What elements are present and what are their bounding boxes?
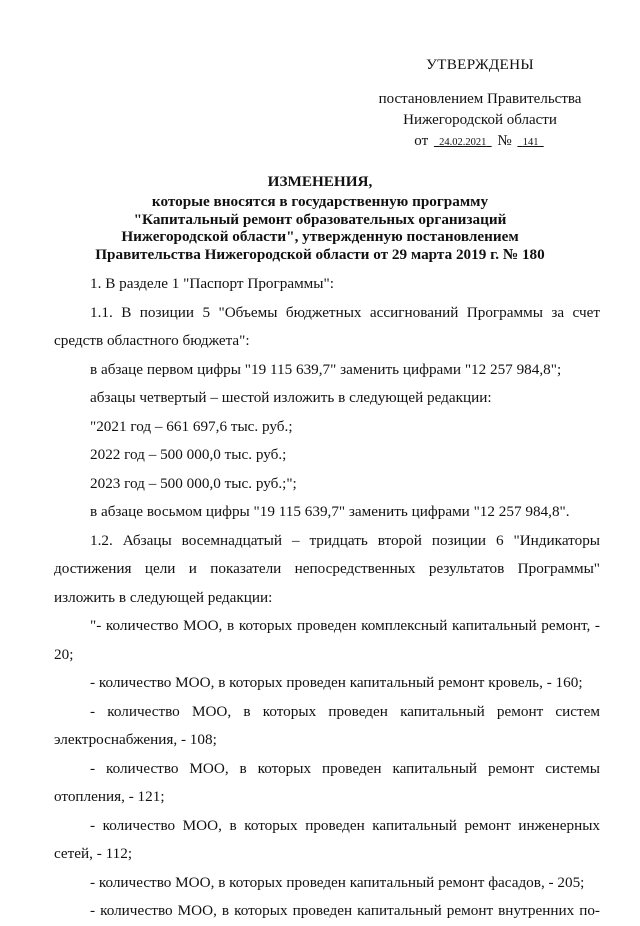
approval-date-line bbox=[360, 131, 600, 153]
heading-title: ИЗМЕНЕНИЯ, bbox=[267, 173, 373, 190]
paragraph: 2023 год – 500 000,0 тыс. руб.;"; bbox=[90, 474, 297, 492]
approval-number: 141 bbox=[522, 137, 539, 148]
paragraph: в абзаце восьмом цифры "19 115 639,7" заменить цифрами "12 257 984,8". bbox=[90, 503, 570, 520]
number-sign: № bbox=[497, 133, 512, 149]
paragraph: 1.2. Абзацы восемнадцатый – тридцать второй позиции 6 "Индикаторы достижения цели и показатели непосредственных результатов Программы" изложить в следующей редакции: bbox=[54, 531, 600, 606]
paragraph: абзацы четвертый – шестой изложить в следующей редакции: bbox=[90, 389, 492, 406]
paragraph: "2021 год – 661 697,6 тыс. руб.; bbox=[90, 417, 293, 435]
approval-date: 24.02.2021 bbox=[439, 137, 487, 148]
list-item: - количество МОО, в которых проведен капитальный ремонт кровель, - 160; bbox=[90, 674, 583, 691]
heading-line-3: Нижегородской области", утвержденную постановлением bbox=[121, 228, 519, 246]
paragraph: в абзаце первом цифры "19 115 639,7" заменить цифрами "12 257 984,8"; bbox=[90, 360, 562, 378]
from-word: от bbox=[414, 133, 429, 149]
approval-block bbox=[360, 54, 600, 153]
list-item: - количество МОО, в которых проведен капитальный ремонт фасадов, - 205; bbox=[90, 873, 585, 891]
document-heading bbox=[40, 173, 600, 263]
paragraph: 1.1. В позиции 5 "Объемы бюджетных ассигнований Программы за счет средств областного бюджета": bbox=[54, 303, 600, 349]
approval-line-2: Нижегородской области bbox=[403, 112, 557, 128]
list-item: "- количество МОО, в которых проведен комплексный капитальный ремонт, - 20; bbox=[54, 617, 600, 663]
heading-line-1: которые вносятся в государственную программу bbox=[151, 193, 489, 211]
heading-line-2: "Капитальный ремонт образовательных организаций bbox=[133, 210, 507, 228]
paragraph: 1. В разделе 1 "Паспорт Программы": bbox=[90, 275, 334, 292]
list-item: - количество МОО, в которых проведен капитальный ремонт систем электроснабжения, - 108; bbox=[54, 702, 600, 748]
document-body bbox=[54, 270, 600, 926]
heading-line-4: Правительства Нижегородской области от 29 марта 2019 г. № 180 bbox=[95, 245, 545, 263]
approved-label: УТВЕРЖДЕНЫ bbox=[426, 56, 534, 73]
list-item: - количество МОО, в которых проведен капитальный ремонт инженерных сетей, - 112; bbox=[54, 816, 600, 862]
paragraph: 2022 год – 500 000,0 тыс. руб.; bbox=[90, 446, 287, 463]
list-item: - количество МОО, в которых проведен капитальный ремонт системы отопления, - 121; bbox=[54, 759, 600, 805]
approval-line-1: постановлением Правительства bbox=[378, 91, 582, 107]
list-item: - количество МОО, в которых проведен капитальный ремонт внутренних по- bbox=[90, 902, 600, 919]
